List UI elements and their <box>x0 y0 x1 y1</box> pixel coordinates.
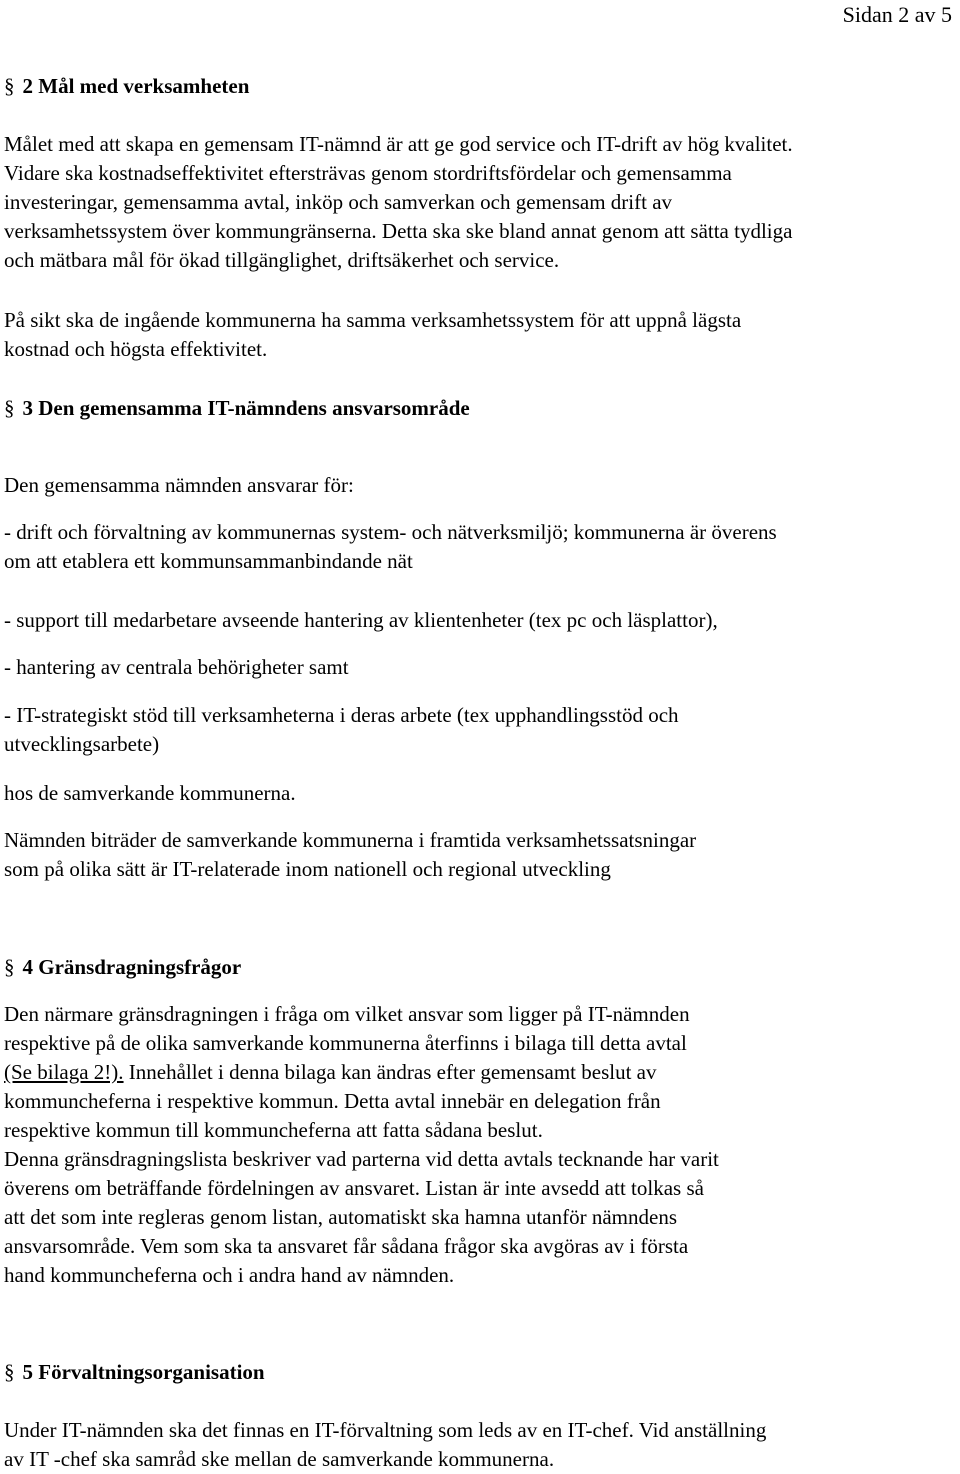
section-title: 5 Förvaltningsorganisation <box>22 1360 265 1384</box>
text-line: av IT -chef ska samråd ske mellan de samverkande kommunerna. <box>4 1447 555 1471</box>
text-line: och mätbara mål för ökad tillgänglighet, driftsäkerhet och service. <box>4 248 560 272</box>
paragraph-outro <box>4 779 954 808</box>
section-symbol: § <box>4 1360 15 1384</box>
text-line: På sikt ska de ingående kommunerna ha samma verksamhetssystem för att uppnå lägsta <box>4 308 742 332</box>
list-item-operations <box>4 518 954 576</box>
text-line: om att etablera ett kommunsammanbindande nät <box>4 549 413 573</box>
text-line: - support till medarbetare avseende hantering av klientenheter (tex pc och läsplattor), <box>4 608 718 632</box>
text-line <box>4 1058 954 1087</box>
text-line: Den gemensamma nämnden ansvarar för: <box>4 473 354 497</box>
text-line: Vidare ska kostnadseffektivitet eftersträvas genom stordriftsfördelar och gemensamma <box>4 161 732 185</box>
section-symbol: § <box>4 955 15 979</box>
list-item-permissions <box>4 653 954 682</box>
text-line: investeringar, gemensamma avtal, inköp och samverkan och gemensam drift av <box>4 190 673 214</box>
text-line: ansvarsområde. Vem som ska ta ansvaret får sådana frågor ska avgöras av i första <box>4 1234 689 1258</box>
paragraph-long-term <box>4 306 954 364</box>
text-line: utvecklingsarbete) <box>4 732 160 756</box>
text-line: hos de samverkande kommunerna. <box>4 781 296 805</box>
text-line: kommuncheferna i respektive kommun. Detta avtal innebär en delegation från <box>4 1089 661 1113</box>
text-line: kostnad och högsta effektivitet. <box>4 337 268 361</box>
text-segment: Innehållet i denna bilaga kan ändras efter gemensamt beslut av <box>123 1060 657 1084</box>
section-title: 4 Gränsdragningsfrågor <box>22 955 242 979</box>
text-line: hand kommuncheferna och i andra hand av nämnden. <box>4 1263 455 1287</box>
section-symbol: § <box>4 396 15 420</box>
text-line: Den närmare gränsdragningen i fråga om vilket ansvar som ligger på IT-nämnden <box>4 1002 690 1026</box>
text-line: att det som inte regleras genom listan, automatiskt ska hamna utanför nämndens <box>4 1205 677 1229</box>
text-line: respektive kommun till kommuncheferna att fatta sådana beslut. <box>4 1118 543 1142</box>
section-title: 2 Mål med verksamheten <box>22 74 250 98</box>
paragraph-goals <box>4 130 954 275</box>
paragraph-organisation <box>4 1416 954 1474</box>
text-line: Målet med att skapa en gemensam IT-nämnd är att ge god service och IT-drift av hög kvalitet. <box>4 132 793 156</box>
text-line: - hantering av centrala behörigheter samt <box>4 655 349 679</box>
list-item-support <box>4 606 954 635</box>
section-symbol: § <box>4 74 15 98</box>
section-heading-3 <box>4 394 470 423</box>
text-line: - IT-strategiskt stöd till verksamheterna i deras arbete (tex upphandlingsstöd och <box>4 703 679 727</box>
text-line: Under IT-nämnden ska det finnas en IT-förvaltning som leds av en IT-chef. Vid anställning <box>4 1418 767 1442</box>
text-line: - drift och förvaltning av kommunernas system- och nätverksmiljö; kommunerna är överens <box>4 520 777 544</box>
text-line: verksamhetssystem över kommungränserna. Detta ska ske bland annat genom att sätta tydliga <box>4 219 793 243</box>
section-heading-4 <box>4 953 241 982</box>
text-line: respektive på de olika samverkande kommunerna återfinns i bilaga till detta avtal <box>4 1031 687 1055</box>
section-title: 3 Den gemensamma IT-nämndens ansvarsområde <box>22 396 470 420</box>
paragraph-assist <box>4 826 954 884</box>
section-heading-5 <box>4 1358 265 1387</box>
page-number: Sidan 2 av 5 <box>842 2 952 27</box>
text-line: Nämnden biträder de samverkande kommunerna i framtida verksamhetssatsningar <box>4 828 697 852</box>
text-line: som på olika sätt är IT-relaterade inom nationell och regional utveckling <box>4 857 611 881</box>
appendix-link[interactable]: (Se bilaga 2!). <box>4 1060 124 1084</box>
section-heading-2 <box>4 72 249 101</box>
paragraph-intro <box>4 471 954 500</box>
text-line: överens om beträffande fördelningen av ansvaret. Listan är inte avsedd att tolkas så <box>4 1176 704 1200</box>
paragraph-boundaries <box>4 1000 954 1290</box>
list-item-strategic-support <box>4 701 954 759</box>
text-line: Denna gränsdragningslista beskriver vad parterna vid detta avtals tecknande har varit <box>4 1147 719 1171</box>
